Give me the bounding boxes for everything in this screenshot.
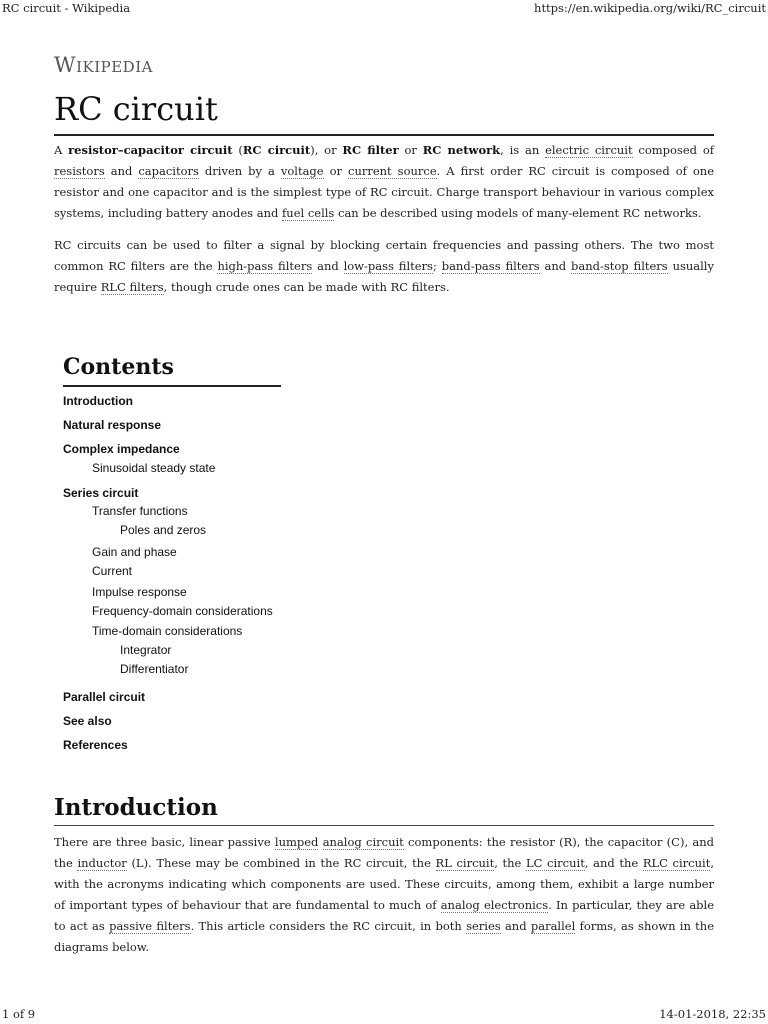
link-voltage[interactable]: voltage — [280, 164, 324, 178]
link-lc-circuit[interactable]: LC circuit — [525, 856, 585, 870]
toc-item-see-also[interactable]: See also — [63, 714, 112, 728]
lead-paragraph-1: A resistor–capacitor circuit (RC circuit), or RC filter or RC network, is an electric circuit composed of resistors and capacitors driven by a voltage or current source. A first order RC circuit is composed of one resistor and one capacitor and is the simplest type of RC circuit. Charge transport behaviour in various complex systems, including battery anodes and fuel cells can be described using models of many-element RC networks. — [54, 143, 715, 220]
toc-title: Contents — [63, 354, 174, 380]
link-rlc-filters[interactable]: RLC filters — [100, 280, 164, 294]
print-footer-timestamp: 14-01-2018, 22:35 — [659, 1007, 766, 1021]
title-divider — [54, 134, 714, 136]
link-analog-circuit[interactable]: analog circuit — [322, 835, 404, 849]
toc-item-natural-response[interactable]: Natural response — [63, 418, 162, 432]
link-inductor[interactable]: inductor — [77, 856, 127, 870]
link-fuel-cells[interactable]: fuel cells — [282, 206, 335, 220]
toc-item-sinusoidal-steady-state[interactable]: Sinusoidal steady state — [92, 461, 216, 475]
toc-item-series-circuit[interactable]: Series circuit — [63, 486, 139, 500]
section-divider — [54, 825, 714, 826]
link-lumped[interactable]: lumped — [274, 835, 319, 849]
toc-item-gain-and-phase[interactable]: Gain and phase — [92, 545, 177, 559]
link-band-stop-filters[interactable]: band-stop filters — [570, 259, 668, 273]
link-electric-circuit[interactable]: electric circuit — [545, 143, 633, 157]
toc-item-poles-and-zeros[interactable]: Poles and zeros — [120, 523, 207, 537]
link-series[interactable]: series — [466, 919, 501, 933]
toc-item-complex-impedance[interactable]: Complex impedance — [63, 442, 180, 456]
bold-term: RC filter — [342, 143, 399, 157]
link-high-pass-filters[interactable]: high-pass filters — [217, 259, 313, 273]
link-low-pass-filters[interactable]: low-pass filters — [343, 259, 433, 273]
table-of-contents — [63, 352, 283, 752]
toc-item-current[interactable]: Current — [92, 564, 133, 578]
section-title-introduction: Introduction — [54, 794, 218, 821]
toc-item-transfer-functions[interactable]: Transfer functions — [92, 504, 188, 518]
link-rlc-circuit[interactable]: RLC circuit — [642, 856, 711, 870]
introduction-paragraph-1: There are three basic, linear passive lumped analog circuit components: the resistor (R), the capacitor (C), and the inductor (L). These may be combined in the RC circuit, the RL circuit, the LC circuit, and the RLC circuit, with the acronyms indicating which components are used. These circuits, among them, exhibit a large number of important types of behaviour that are fundamental to much of analog electronics. In particular, they are able to act as passive filters. This article considers the RC circuit, in both series and parallel forms, as shown in the diagrams below. — [54, 835, 715, 954]
link-passive-filters[interactable]: passive filters — [109, 919, 191, 933]
print-footer-page-indicator: 1 of 9 — [2, 1007, 36, 1021]
link-resistors[interactable]: resistors — [54, 164, 105, 178]
toc-item-parallel-circuit[interactable]: Parallel circuit — [63, 690, 146, 704]
link-capacitors[interactable]: capacitors — [138, 164, 199, 178]
link-current-source[interactable]: current source — [348, 164, 437, 178]
toc-item-differentiator[interactable]: Differentiator — [120, 662, 189, 676]
link-analog-electronics[interactable]: analog electronics — [440, 898, 549, 912]
toc-item-introduction[interactable]: Introduction — [63, 394, 133, 408]
link-rl-circuit[interactable]: RL circuit — [435, 856, 495, 870]
page-title: RC circuit — [54, 90, 218, 128]
toc-item-references[interactable]: References — [63, 738, 128, 752]
bold-term: RC circuit — [242, 143, 311, 157]
toc-divider — [63, 385, 281, 387]
lead-paragraph-2: RC circuits can be used to filter a signal by blocking certain frequencies and passing others. The two most common RC filters are the high-pass filters and low-pass filters; band-pass filters and band-stop filters usually require RLC filters, though crude ones can be made with RC filters. — [54, 238, 714, 294]
print-header-title: RC circuit - Wikipedia — [2, 1, 131, 15]
wikipedia-wordmark[interactable]: Wikipedia — [54, 53, 153, 77]
bold-term: RC network — [422, 143, 501, 157]
toc-item-impulse-response[interactable]: Impulse response — [92, 585, 187, 599]
link-parallel[interactable]: parallel — [530, 919, 576, 933]
bold-term: resistor–capacitor circuit — [68, 143, 233, 157]
toc-item-frequency-domain[interactable]: Frequency-domain considerations — [92, 604, 273, 618]
print-header-url: https://en.wikipedia.org/wiki/RC_circuit — [534, 1, 766, 15]
toc-item-integrator[interactable]: Integrator — [120, 643, 172, 657]
link-band-pass-filters[interactable]: band-pass filters — [441, 259, 540, 273]
toc-item-time-domain[interactable]: Time-domain considerations — [92, 624, 243, 638]
